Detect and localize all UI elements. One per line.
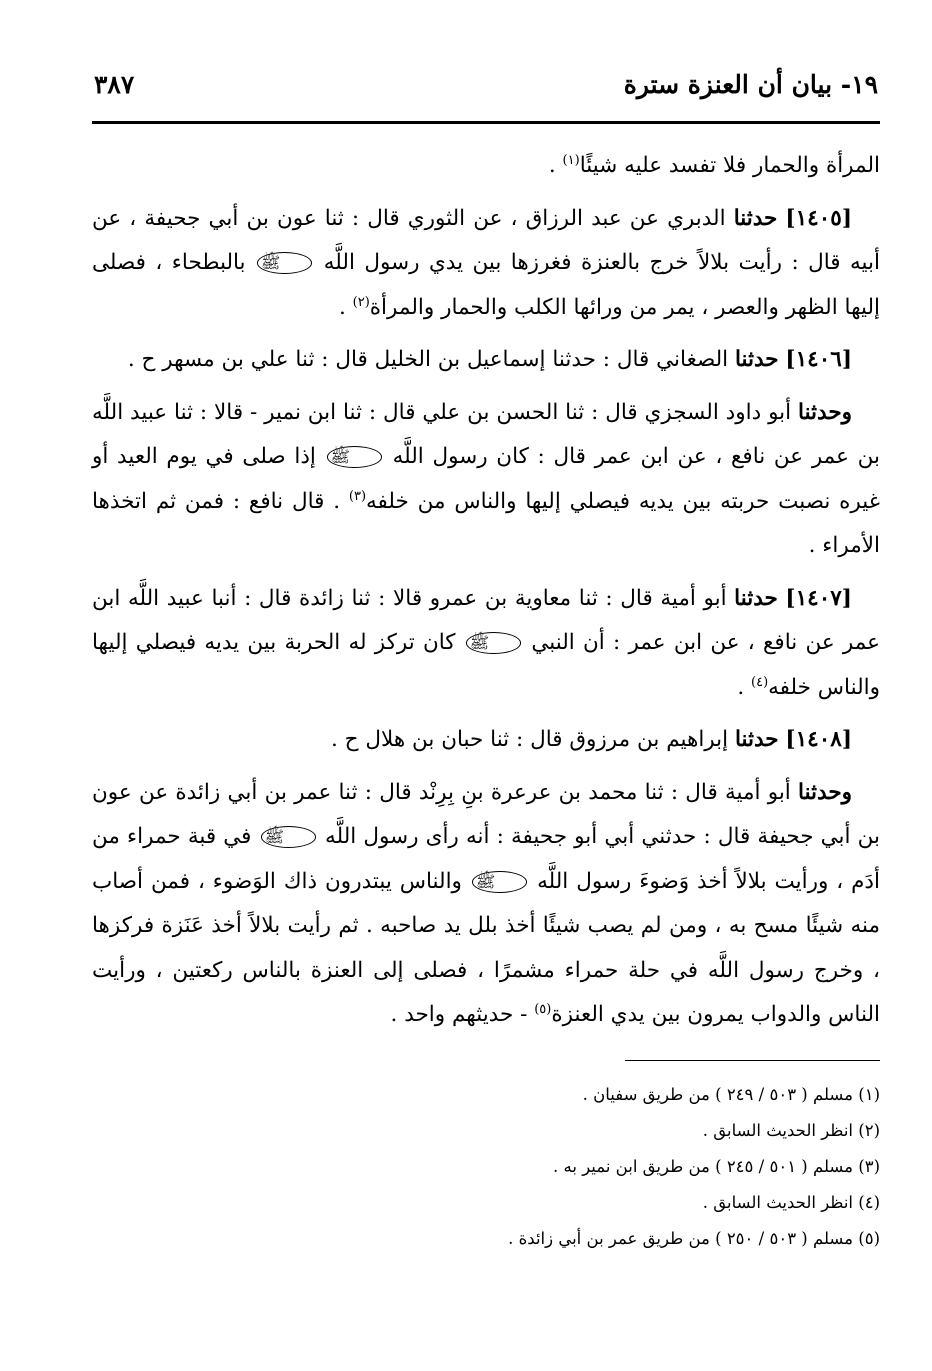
salutation-icon: ﷺ (472, 871, 527, 893)
footnote-ref: (٥) (534, 1001, 552, 1017)
footnote-ref: (٢) (352, 294, 370, 310)
paragraph-text: - حديثهم واحد . (390, 1002, 535, 1027)
salutation-icon: ﷺ (327, 446, 382, 468)
salutation-icon: ﷺ (257, 252, 312, 274)
page-number: ٣٨٧ (94, 70, 135, 99)
hadith-number: [١٤٠٧] (785, 585, 852, 611)
paragraph-text: . (338, 294, 353, 320)
footnotes (92, 1077, 880, 1257)
paragraph-text: كان تركز له الحربة بين يديه فيصلي إليها والناس خلفه (92, 630, 880, 700)
paragraph-text: الدبري عن عبد الرزاق ، عن الثوري قال : ثنا عون بن أبي جحيفة ، عن أبيه قال : رأيت بلالاً خرج بالعنزة فغرزها بين يدي رسول اللَّه (92, 205, 880, 275)
footnote: (٤) انظر الحديث السابق . (702, 1192, 880, 1212)
paragraph-text: الصغاني قال : حدثنا إسماعيل بن الخليل قال : ثنا علي بن مسهر ح . (127, 347, 735, 372)
book-page (92, 70, 880, 1257)
paragraph-text: . قال نافع : فمن ثم اتخذها الأمراء . (92, 488, 880, 558)
hadith-1407 (92, 577, 880, 711)
footnote-ref: (٣) (348, 488, 367, 504)
narration-keyword: حدثنا (733, 205, 778, 231)
hadith-1405 (92, 197, 880, 331)
paragraph-text: إبراهيم بن مرزوق قال : ثنا حبان بن هلال ح . (331, 727, 735, 752)
paragraph-text: إذا صلى في يوم العيد أو غيره نصبت حربته بين يديه فيصلي إليها والناس من خلفه (92, 444, 881, 514)
hadith-number: [١٤٠٦] (785, 347, 852, 372)
hadith-number: [١٤٠٥] (785, 205, 852, 231)
narration-keyword: وحدثنا (798, 779, 852, 805)
hadith-number: [١٤٠٨] (785, 727, 852, 752)
paragraph-text: بالبطحاء ، فصلى إليها الظهر والعصر ، يمر من ورائها الكلب والحمار والمرأة (92, 250, 880, 320)
paragraph-text: المرأة والحمار فلا تفسد عليه شيئًا (579, 153, 880, 178)
narration-keyword: حدثنا (734, 347, 779, 372)
paragraph-text: أبو داود السجزي قال : ثنا الحسن بن علي قال : ثنا ابن نمير - قالا : ثنا عبيد اللَّه بن عمر عن نافع ، عن ابن عمر قال : كان رسول اللَّه (92, 399, 880, 469)
paragraph-continuation (92, 144, 880, 189)
page-body (92, 144, 880, 1038)
footnote: (٣) مسلم ( ٥٠١ / ٢٤٥ ) من طريق ابن نمير به . (553, 1156, 880, 1176)
paragraph-text: أبو أمية قال : ثنا محمد بن عرعرة بنِ بِرِنْد قال : ثنا عمر بن أبي زائدة عن عون بن أبي جحيفة قال : حدثني أبي أبو جحيفة : أنه رأى رسول اللَّه (92, 779, 880, 849)
footnote-ref: (٤) (751, 674, 769, 690)
hadith-1406 (92, 338, 880, 383)
hadith-1408 (92, 718, 880, 763)
narration-keyword: حدثنا (734, 727, 779, 752)
footnote: (٢) انظر الحديث السابق . (702, 1120, 880, 1140)
footnote: (١) مسلم ( ٥٠٣ / ٢٤٩ ) من طريق سفيان . (582, 1084, 880, 1104)
paragraph-text: والناس يبتدرون ذاك الوَضوء ، فمن أصاب منه شيئًا مسح به ، ومن لم يصب شيئًا أخذ بلل يد صاحبه . ثم رأيت بلالاً أخذ عَنَزة فركزها ، وخرج رسول اللَّه في حلة حمراء مشمرًا ، فصلى إلى العنزة بالناس ركعتين ، ورأيت الناس والدواب يمرون بين يدي العنزة (92, 868, 880, 1027)
page-header (92, 70, 880, 124)
footnote-divider (625, 1060, 880, 1061)
running-title: ١٩- بيان أن العنزة سترة (623, 70, 878, 99)
narration-keyword: حدثنا (734, 585, 778, 611)
paragraph-text: . (548, 153, 563, 178)
paragraph-text: في قبة حمراء من أدَم ، ورأيت بلالاً أخذ وَضوءَ رسول اللَّه (92, 824, 880, 894)
footnote-ref: (١) (562, 152, 580, 168)
paragraph-text: . (737, 674, 752, 700)
salutation-icon: ﷺ (261, 826, 316, 848)
hadith-1408-alt-chain (92, 771, 880, 1038)
footnote: (٥) مسلم ( ٥٠٣ / ٢٥٠ ) من طريق عمر بن أبي زائدة . (508, 1228, 880, 1248)
hadith-1406-alt-chain (92, 391, 880, 569)
salutation-icon: ﷺ (466, 632, 521, 654)
narration-keyword: وحدثنا (798, 399, 852, 425)
paragraph-text: أبو أمية قال : ثنا معاوية بن عمرو قالا : ثنا زائدة قال : أنبا عبيد اللَّه ابن عمر عن نافع ، عن ابن عمر : أن النبي (92, 585, 881, 655)
